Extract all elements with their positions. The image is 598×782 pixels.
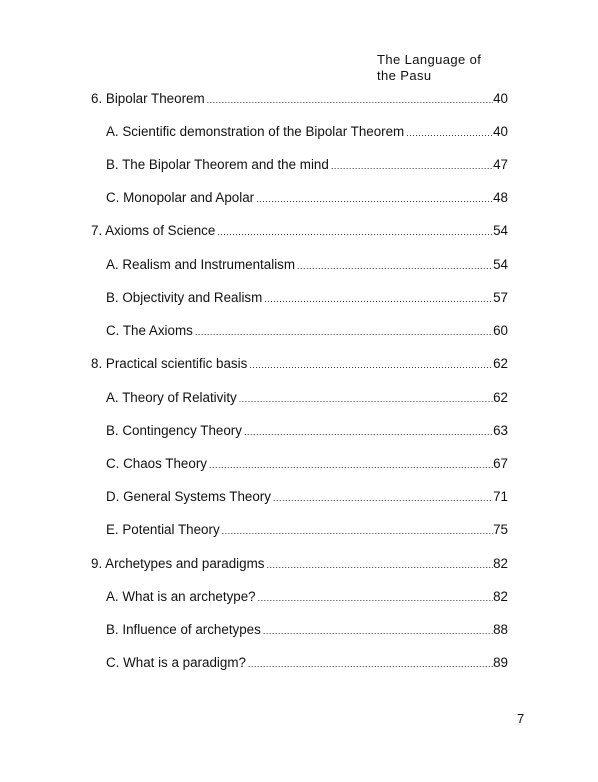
toc-leader <box>297 257 493 275</box>
toc-page-number: 62 <box>493 390 508 405</box>
page-number: 7 <box>517 711 525 726</box>
toc-leader <box>256 190 493 208</box>
toc-leader <box>273 489 493 507</box>
running-header-line-2: the Pasu <box>377 68 432 83</box>
toc-section <box>106 588 508 607</box>
toc-label: C. What is a paradigm? <box>106 655 246 670</box>
toc-chapter-9 <box>91 555 508 574</box>
toc-label: C. Chaos Theory <box>106 456 207 471</box>
toc-page-number: 48 <box>493 190 508 205</box>
toc-section <box>106 654 508 673</box>
toc-page-number: 47 <box>493 157 508 172</box>
toc-leader <box>195 323 493 341</box>
toc-section <box>106 256 508 275</box>
toc-label: 6. Bipolar Theorem <box>91 91 205 106</box>
toc-leader <box>266 556 493 574</box>
toc-section <box>106 123 508 142</box>
toc-page-number: 82 <box>493 556 508 571</box>
toc-section <box>106 322 508 341</box>
toc-leader <box>248 655 493 673</box>
toc-leader <box>222 522 493 540</box>
toc-leader <box>217 223 493 241</box>
toc-leader <box>207 91 493 109</box>
toc-chapter-8 <box>91 355 508 374</box>
toc-page-number: 71 <box>493 489 508 504</box>
toc-section <box>106 422 508 441</box>
toc-page-number: 75 <box>493 522 508 537</box>
toc-leader <box>263 622 493 640</box>
toc-page-number: 63 <box>493 423 508 438</box>
toc-page-number: 62 <box>493 356 508 371</box>
toc-chapter-6 <box>91 90 508 109</box>
toc-leader <box>239 390 493 408</box>
toc-label: B. Objectivity and Realism <box>106 290 263 305</box>
toc-section <box>106 289 508 308</box>
toc-page-number: 57 <box>493 290 508 305</box>
toc-label: D. General Systems Theory <box>106 489 271 504</box>
toc-section <box>106 521 508 540</box>
toc-label: A. What is an archetype? <box>106 589 256 604</box>
toc-label: A. Theory of Relativity <box>106 390 237 405</box>
running-header <box>377 52 517 84</box>
toc-section <box>106 156 508 175</box>
toc-label: C. The Axioms <box>106 323 193 338</box>
toc-leader <box>209 456 493 474</box>
toc-section <box>106 621 508 640</box>
toc-leader <box>331 157 493 175</box>
toc-label: E. Potential Theory <box>106 522 220 537</box>
toc-page-number: 54 <box>493 223 508 238</box>
toc-leader <box>406 124 493 142</box>
toc-section <box>106 455 508 474</box>
toc-page-number: 60 <box>493 323 508 338</box>
toc-leader <box>264 290 493 308</box>
toc-label: A. Realism and Instrumentalism <box>106 257 296 272</box>
toc-section <box>106 389 508 408</box>
toc-label: B. Contingency Theory <box>106 423 242 438</box>
toc-label: 7. Axioms of Science <box>91 223 216 238</box>
toc-section <box>106 488 508 507</box>
toc-leader <box>258 589 493 607</box>
toc-chapter-7 <box>91 222 508 241</box>
toc-leader <box>249 356 493 374</box>
toc-leader <box>244 423 493 441</box>
toc-section <box>106 189 508 208</box>
toc-page-number: 67 <box>493 456 508 471</box>
toc-label: 8. Practical scientific basis <box>91 356 248 371</box>
toc-page-number: 54 <box>493 257 508 272</box>
toc-page-number: 82 <box>493 589 508 604</box>
toc-label: A. Scientific demonstration of the Bipolar Theorem <box>106 124 405 139</box>
running-header-line-1: The Language of <box>377 52 482 67</box>
toc-page-number: 40 <box>493 124 508 139</box>
toc-page-number: 88 <box>493 622 508 637</box>
toc-label: 9. Archetypes and paradigms <box>91 556 265 571</box>
toc-label: B. Influence of archetypes <box>106 622 261 637</box>
toc-label: B. The Bipolar Theorem and the mind <box>106 157 329 172</box>
toc-page-number: 89 <box>493 655 508 670</box>
toc-page-number: 40 <box>493 91 508 106</box>
toc-label: C. Monopolar and Apolar <box>106 190 255 205</box>
